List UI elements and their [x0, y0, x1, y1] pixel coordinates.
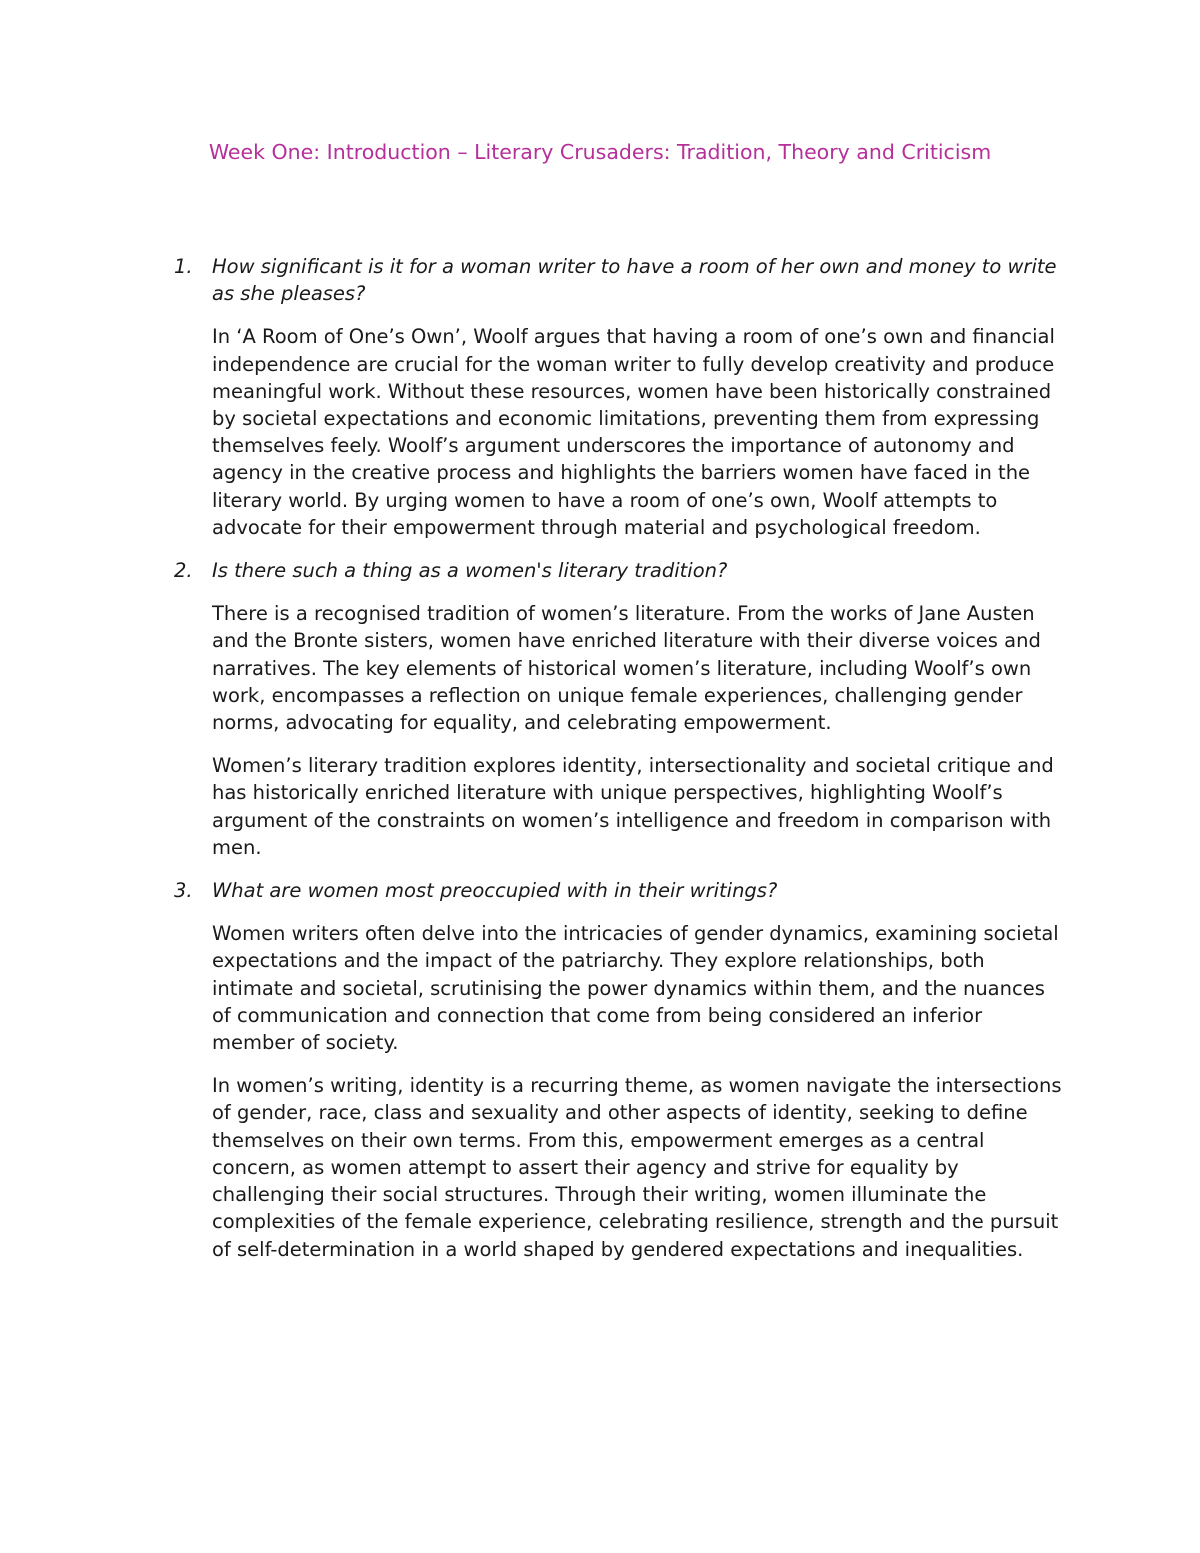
question-text: What are women most preoccupied with in their writings?	[212, 879, 778, 903]
answer-paragraph: There is a recognised tradition of women’s literature. From the works of Jane Austen and the Bronte sisters, women have enriched literature with their diverse voices and narratives. The key elements of historical women’s literature, including Woolf’s own work, encompasses a reflection on unique female experiences, challenging gender norms, advocating for equality, and celebrating empowerment.	[212, 602, 1041, 735]
page-title: Week One: Introduction – Literary Crusaders: Tradition, Theory and Criticism	[208, 140, 992, 164]
question-item-2	[174, 557, 1064, 861]
question-list	[174, 253, 1064, 1279]
answer-paragraph: In women’s writing, identity is a recurring theme, as women navigate the intersections of gender, race, class and sexuality and other aspects of identity, seeking to define themselves on their own terms. From this, empowerment emerges as a central concern, as women attempt to assert their agency and strive for equality by challenging their social structures. Through their writing, women illuminate the complexities of the female experience, celebrating resilience, strength and the pursuit of self-determination in a world shaped by gendered expectations and inequalities.	[212, 1074, 1062, 1261]
question-number: 1.	[174, 255, 193, 278]
question-text: How significant is it for a woman writer to have a room of her own and money to write as she pleases?	[212, 255, 1057, 306]
answer-paragraph: Women’s literary tradition explores identity, intersectionality and societal critique and has historically enriched literature with unique perspectives, highlighting Woolf’s argument of the constraints on women’s intelligence and freedom in comparison with men.	[212, 754, 1054, 859]
question-number: 2.	[174, 559, 193, 583]
answer-paragraph: Women writers often delve into the intricacies of gender dynamics, examining societal expectations and the impact of the patriarchy. They explore relationships, both intimate and societal, scrutinising the power dynamics within them, and the nuances of communication and connection that come from being considered an inferior member of society.	[212, 922, 1059, 1055]
question-item-3	[174, 877, 1064, 1263]
question-item-1	[174, 253, 1064, 541]
answer-paragraph: In ‘A Room of One’s Own’, Woolf argues that having a room of one’s own and financial independence are crucial for the woman writer to fully develop creativity and produce meaningful work. Without these resources, women have been historically constrained by societal expectations and economic limitations, preventing them from expressing themselves feely. Woolf’s argument underscores the importance of autonomy and agency in the creative process and highlights the barriers women have faced in the literary world. By urging women to have a room of one’s own, Woolf attempts to advocate for their empowerment through material and psychological freedom.	[212, 325, 1055, 539]
question-number: 3.	[174, 879, 193, 903]
question-text: Is there such a thing as a women's literary tradition?	[212, 559, 728, 583]
